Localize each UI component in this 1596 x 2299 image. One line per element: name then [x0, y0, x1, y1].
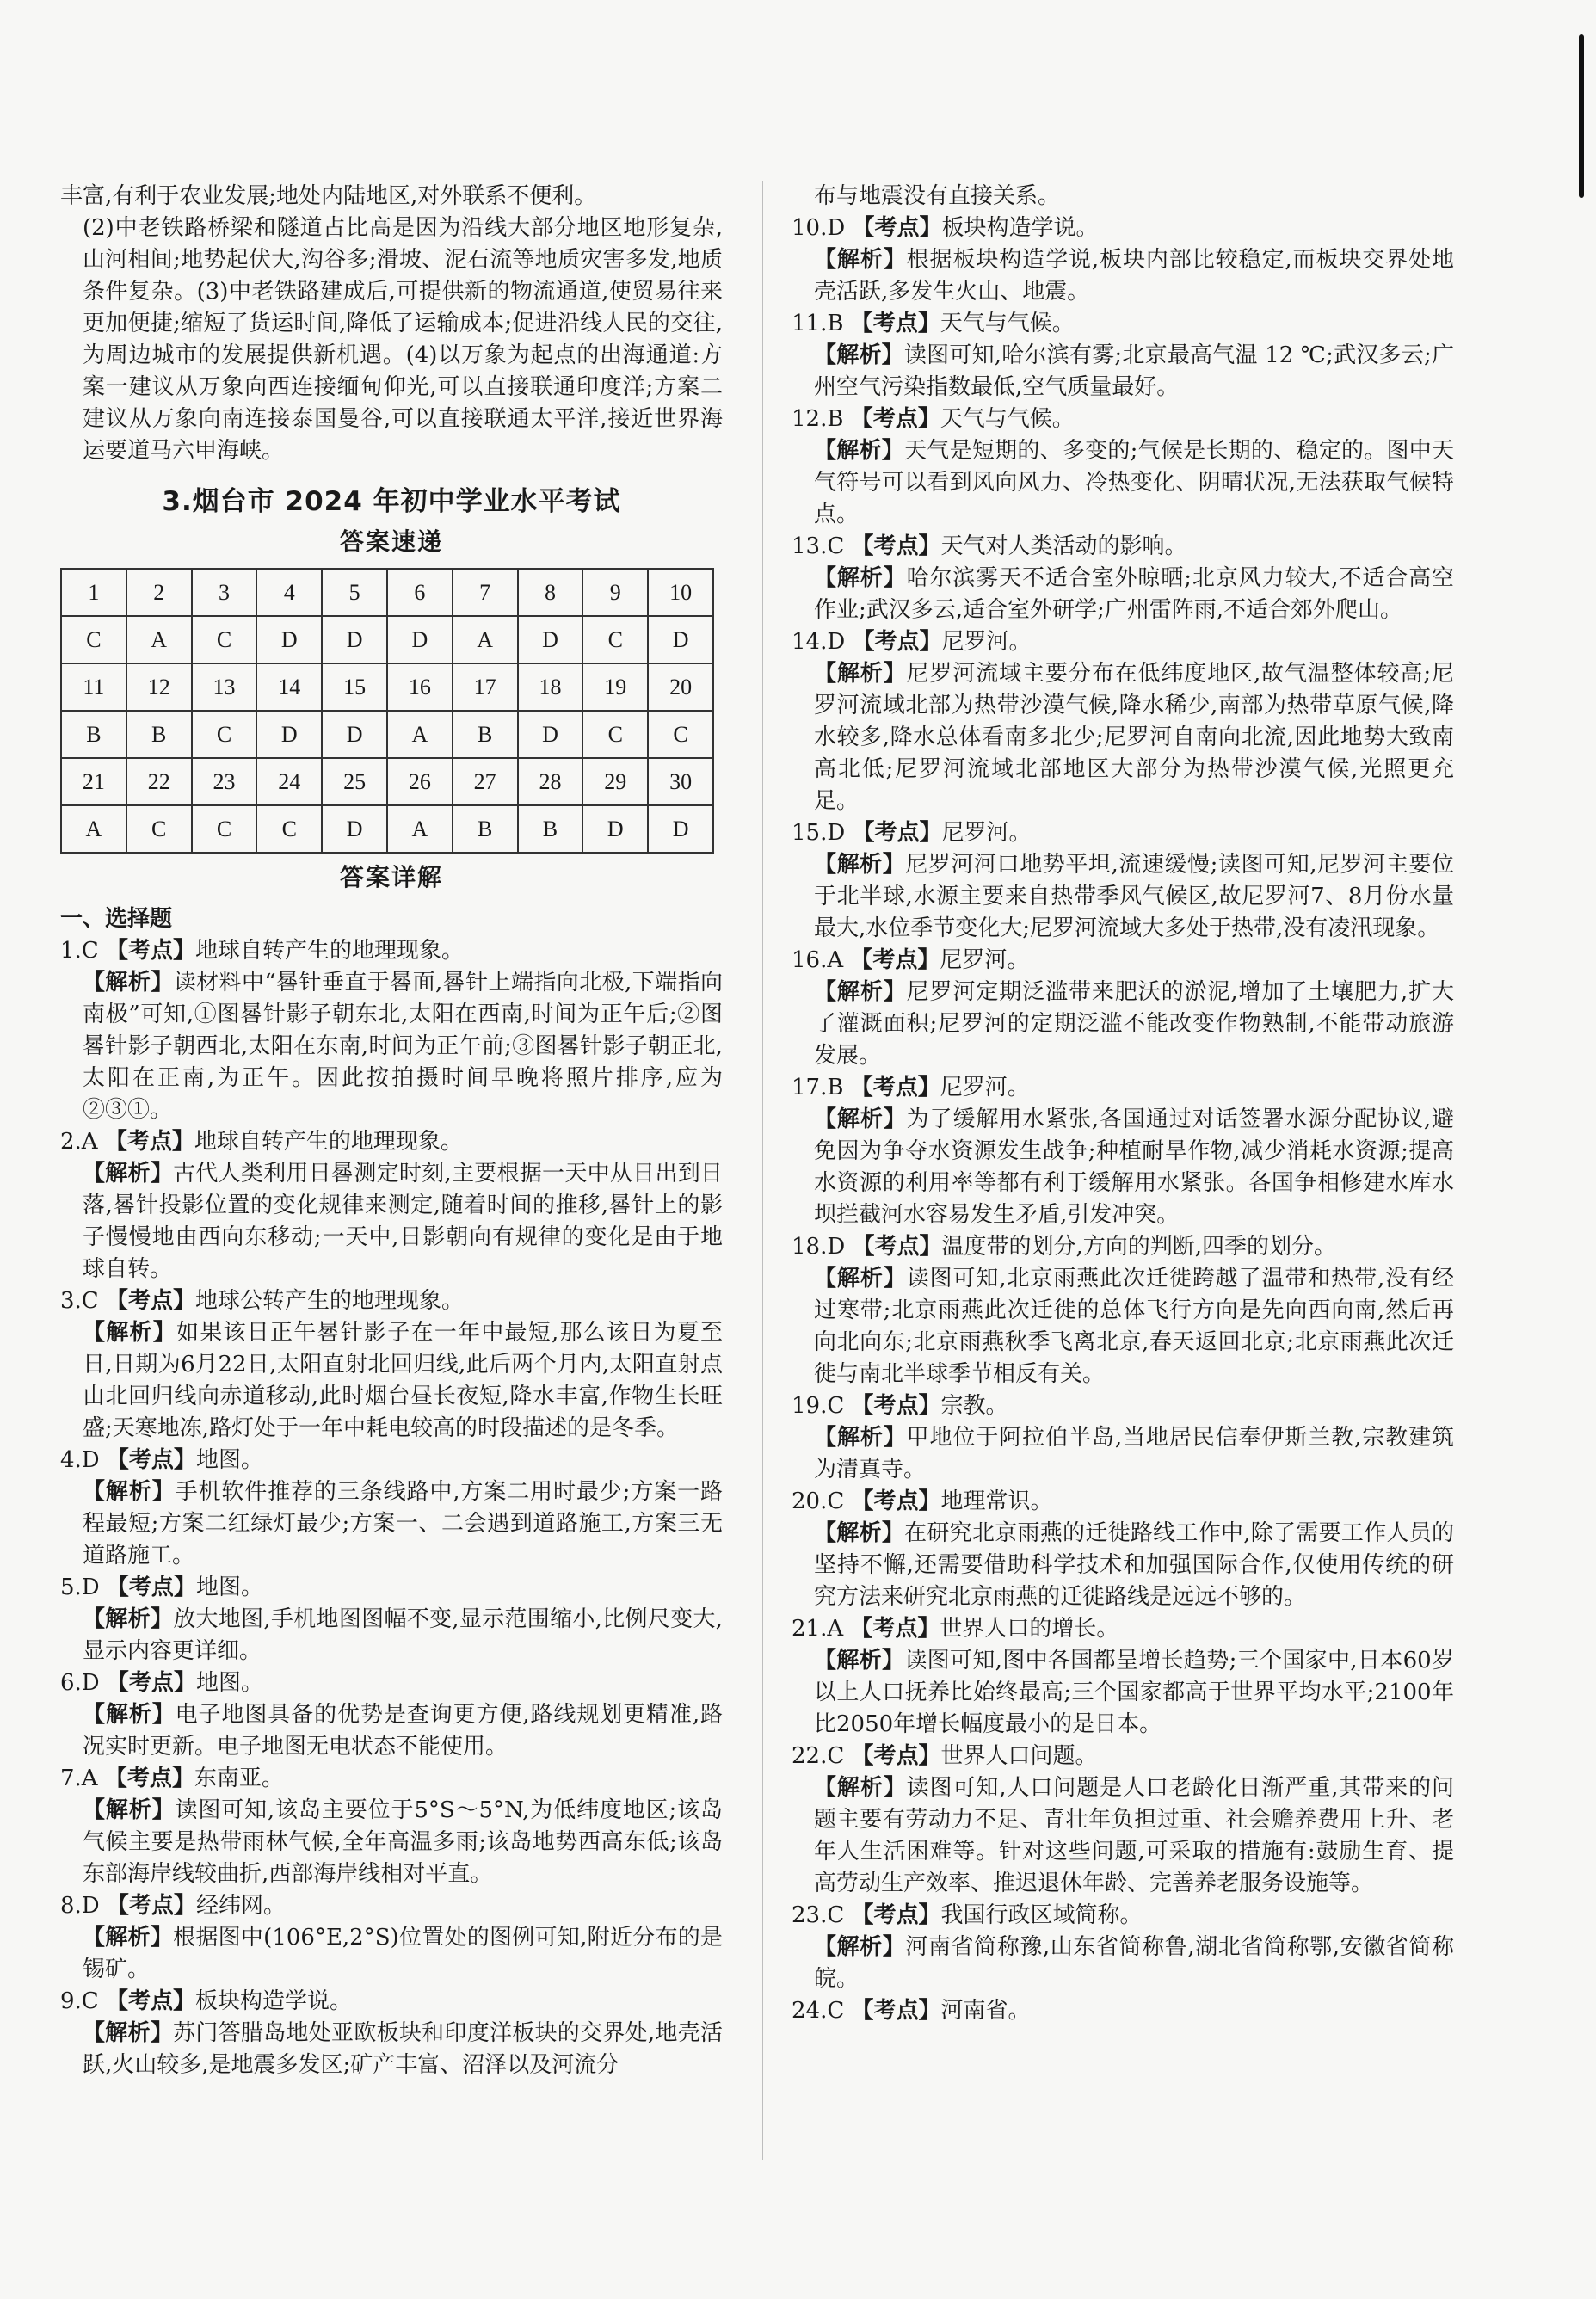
analysis-text: 读图可知,人口问题是人口老龄化日渐严重,其带来的问题主要有劳动力不足、青壮年负担过重、社会赡养费用上升、老年人生活困难等。针对这些问题,可采取的措施有:鼓励生育、提高劳动生产效率、推迟退休年龄、完善养老服务设施等。 [814, 1775, 1454, 1896]
answer-cell: D [387, 616, 453, 663]
answer-cell: C [61, 616, 126, 663]
answer-cell: B [61, 711, 126, 758]
answer-cell: A [387, 711, 453, 758]
answer-item [792, 1486, 1454, 1613]
answer-item [60, 1890, 723, 1986]
question-number: 1.C [60, 938, 99, 964]
right-column [792, 181, 1454, 2027]
answer-item [792, 1741, 1454, 1900]
kaodian-label: 【考点】 [106, 1447, 196, 1473]
answer-cell: C [582, 616, 648, 663]
left-column [60, 181, 723, 2081]
analysis-text: 读图可知,图中各国都呈增长趋势;三个国家中,日本60岁以上人口抚养比始终最高;三个国家都高于世界平均水平;2100年比2050年增长幅度最小的是日本。 [814, 1648, 1454, 1737]
analysis-text: 电子地图具备的优势是查询更方便,路线规划更精准,路况实时更新。电子地图无电状态不能使用。 [83, 1702, 723, 1760]
jiexi-label: 【解析】 [83, 1161, 174, 1186]
question-number: 13.C [792, 533, 845, 559]
kaodian-label: 【考点】 [105, 1988, 195, 2014]
answer-cell: C [192, 616, 257, 663]
question-number: 10.D [792, 215, 846, 241]
kaodian-text: 宗教。 [940, 1393, 1008, 1419]
answer-cell: 30 [648, 758, 713, 805]
answer-key-line [792, 626, 1454, 658]
question-number: 3.C [60, 1288, 99, 1314]
analysis-line [60, 1699, 723, 1763]
answer-cell: D [648, 805, 713, 853]
answer-cell: B [453, 805, 518, 853]
quick-answer-title: 答案速递 [339, 527, 443, 556]
kaodian-text: 天气对人类活动的影响。 [940, 533, 1187, 559]
jiexi-label: 【解析】 [814, 1520, 905, 1546]
jiexi-label: 【解析】 [83, 970, 174, 995]
answer-cell: 12 [126, 663, 192, 711]
question-number: 5.D [60, 1575, 100, 1600]
kaodian-label: 【考点】 [104, 1129, 194, 1155]
answer-number-row [61, 663, 713, 711]
analysis-text: 天气是短期的、多变的;气候是长期的、稳定的。图中天气符号可以看到风向风力、冷热变化、阴晴状况,无法获取气候特点。 [814, 438, 1454, 527]
analysis-text: 根据板块构造学说,板块内部比较稳定,而板块交界处地壳活跃,多发生火山、地震。 [814, 247, 1454, 305]
analysis-line [792, 1104, 1454, 1231]
answer-key-line [792, 308, 1454, 340]
answer-key-line [792, 1995, 1454, 2027]
kaodian-text: 地图。 [195, 1670, 263, 1696]
question-number: 4.D [60, 1447, 100, 1473]
answer-item [60, 1285, 723, 1445]
answer-key-line [60, 1667, 723, 1699]
answer-cell: 2 [126, 569, 192, 616]
answer-cell: A [453, 616, 518, 663]
answer-cell: A [61, 805, 126, 853]
answer-cell: 3 [192, 569, 257, 616]
analysis-text: 放大地图,手机地图图幅不变,显示范围缩小,比例尺变大,显示内容更详细。 [83, 1606, 723, 1664]
jiexi-label: 【解析】 [814, 565, 907, 591]
answer-cell: A [387, 805, 453, 853]
question-number: 14.D [792, 629, 846, 655]
exam-title: 3.烟台市 2024 年初中学业水平考试 [162, 486, 621, 517]
analysis-text: 苏门答腊岛地处亚欧板块和印度洋板块的交界处,地壳活跃,火山较多,是地震多发区;矿产丰富、沼泽以及河流分 [83, 2020, 723, 2078]
question-number: 21.A [792, 1616, 844, 1642]
kaodian-label: 【考点】 [106, 1575, 196, 1600]
answer-cell: 1 [61, 569, 126, 616]
jiexi-label: 【解析】 [83, 1320, 176, 1346]
answer-cell: 11 [61, 663, 126, 711]
analysis-line [792, 563, 1454, 626]
answer-cell: D [648, 616, 713, 663]
analysis-text: 为了缓解用水紧张,各国通过对话签署水源分配协议,避免因为争夺水资源发生战争;种植耐旱作物,减少消耗水资源;提高水资源的利用率等都有利于缓解用水紧张。各国争相修建水库水坝拦截河水容易发生矛盾,引发冲突。 [814, 1106, 1454, 1228]
kaodian-text: 世界人口问题。 [940, 1743, 1098, 1769]
continuation-text: 布与地震没有直接关系。 [814, 183, 1061, 209]
analysis-line [792, 1422, 1454, 1486]
kaodian-label: 【考点】 [850, 947, 940, 973]
analysis-text: 在研究北京雨燕的迁徙路线工作中,除了需要工作人员的坚持不懈,还需要借助科学技术和加强国际合作,仅使用传统的研究方法来研究北京雨燕的迁徙路线是远远不够的。 [814, 1520, 1454, 1610]
kaodian-label: 【考点】 [105, 1288, 195, 1314]
analysis-line [792, 658, 1454, 817]
analysis-line [60, 1158, 723, 1285]
column-divider [762, 181, 763, 2160]
analysis-line [60, 967, 723, 1126]
kaodian-text: 板块构造学说。 [941, 215, 1099, 241]
page-edge-mark [1579, 34, 1584, 198]
answer-cell: 26 [387, 758, 453, 805]
answer-item [60, 1986, 723, 2081]
answer-item [792, 626, 1454, 817]
jiexi-label: 【解析】 [814, 1266, 907, 1291]
right-answer-list [792, 213, 1454, 2027]
answer-item [60, 1667, 723, 1763]
answer-cell: D [322, 616, 387, 663]
kaodian-text: 天气与气候。 [940, 311, 1075, 336]
analysis-text: 尼罗河河口地势平坦,流速缓慢;读图可知,尼罗河主要位于北半球,水源主要来自热带季风气候区,故尼罗河7、8月份水量最大,水位季节变化大;尼罗河流域大多处于热带,没有凌汛现象。 [814, 852, 1454, 941]
analysis-line [792, 435, 1454, 531]
answer-key-line [792, 1900, 1454, 1932]
answer-cell: 7 [453, 569, 518, 616]
kaodian-label: 【考点】 [106, 1893, 196, 1919]
answer-cell: D [256, 616, 322, 663]
jiexi-label: 【解析】 [83, 1606, 174, 1632]
answer-key-line [60, 1763, 723, 1795]
kaodian-text: 地理常识。 [940, 1488, 1053, 1514]
answer-key-line [792, 817, 1454, 849]
jiexi-label: 【解析】 [83, 1925, 174, 1951]
kaodian-label: 【考点】 [851, 1902, 941, 1928]
analysis-text: 读材料中“晷针垂直于晷面,晷针上端指向北极,下端指向南极”可知,①图晷针影子朝东北,太阳在西南,时间为正午后;②图晷针影子朝西北,太阳在东南,时间为正午前;③图晷针影子朝正北,太阳在正南,为正午。因此按拍摄时间早晚将照片排序,应为②③①。 [83, 970, 723, 1123]
question-number: 8.D [60, 1893, 100, 1919]
kaodian-label: 【考点】 [852, 215, 942, 241]
kaodian-label: 【考点】 [851, 1743, 941, 1769]
answer-cell: 6 [387, 569, 453, 616]
kaodian-text: 经纬网。 [195, 1893, 286, 1919]
answer-key-line [60, 1126, 723, 1158]
kaodian-label: 【考点】 [106, 1670, 196, 1696]
kaodian-text: 尼罗河。 [941, 629, 1032, 655]
answer-letter-row [61, 805, 713, 853]
answer-letter-row [61, 616, 713, 663]
answer-cell: D [518, 711, 583, 758]
detail-title: 答案详解 [339, 863, 443, 891]
answer-item [60, 1445, 723, 1572]
kaodian-label: 【考点】 [850, 1075, 940, 1100]
question-number: 7.A [60, 1766, 98, 1791]
answer-cell: D [518, 616, 583, 663]
answer-cell: 18 [518, 663, 583, 711]
kaodian-text: 地球自转产生的地理现象。 [194, 1129, 463, 1155]
answer-key-line [792, 945, 1454, 977]
answer-cell: 19 [582, 663, 648, 711]
answer-cell: 21 [61, 758, 126, 805]
kaodian-label: 【考点】 [105, 938, 195, 964]
answer-cell: 25 [322, 758, 387, 805]
analysis-line [60, 1604, 723, 1667]
jiexi-label: 【解析】 [814, 1425, 907, 1451]
question-number: 11.B [792, 311, 844, 336]
question-number: 2.A [60, 1129, 98, 1155]
jiexi-label: 【解析】 [814, 852, 906, 878]
kaodian-text: 地球自转产生的地理现象。 [194, 938, 464, 964]
kaodian-label: 【考点】 [851, 1998, 941, 2024]
question-number: 24.C [792, 1998, 845, 2024]
answer-key-line [60, 1445, 723, 1476]
kaodian-label: 【考点】 [852, 820, 942, 846]
kaodian-label: 【考点】 [852, 1234, 942, 1260]
answer-cell: 4 [256, 569, 322, 616]
answer-key-line [792, 1390, 1454, 1422]
jiexi-label: 【解析】 [814, 438, 905, 464]
answer-cell: D [322, 805, 387, 853]
kaodian-text: 地图。 [195, 1575, 263, 1600]
analysis-text: 读图可知,该岛主要位于5°S～5°N,为低纬度地区;该岛气候主要是热带雨林气候,全年高温多雨;该岛地势西高东低;该岛东部海岸线较曲折,西部海岸线相对平直。 [83, 1797, 723, 1887]
jiexi-label: 【解析】 [83, 1479, 176, 1505]
answer-item [792, 1900, 1454, 1995]
kaodian-text: 尼罗河。 [940, 947, 1030, 973]
answer-cell: B [126, 711, 192, 758]
jiexi-label: 【解析】 [814, 1106, 907, 1132]
answer-cell: 5 [322, 569, 387, 616]
analysis-line [792, 1772, 1454, 1900]
answer-cell: A [126, 616, 192, 663]
answer-cell: 16 [387, 663, 453, 711]
answer-key-line [792, 1486, 1454, 1518]
answer-cell: D [582, 805, 648, 853]
jiexi-label: 【解析】 [814, 1934, 906, 1960]
kaodian-text: 天气与气候。 [940, 406, 1075, 432]
answer-item [792, 945, 1454, 1072]
kaodian-text: 地球公转产生的地理现象。 [194, 1288, 464, 1314]
answer-key-line [792, 1613, 1454, 1645]
answer-cell: B [453, 711, 518, 758]
answer-key-line [792, 1231, 1454, 1263]
answer-cell: D [256, 711, 322, 758]
answer-cell: 14 [256, 663, 322, 711]
answer-item [792, 531, 1454, 626]
kaodian-text: 尼罗河。 [940, 1075, 1030, 1100]
answer-cell: B [518, 805, 583, 853]
kaodian-label: 【考点】 [852, 629, 942, 655]
answer-key-line [792, 404, 1454, 435]
kaodian-label: 【考点】 [851, 1393, 941, 1419]
analysis-line [60, 1795, 723, 1890]
question-number: 12.B [792, 406, 844, 432]
answer-cell: D [322, 711, 387, 758]
answer-key-line [60, 1890, 723, 1922]
kaodian-label: 【考点】 [850, 1616, 940, 1642]
analysis-line [60, 1922, 723, 1986]
kaodian-text: 东南亚。 [194, 1766, 284, 1791]
kaodian-label: 【考点】 [850, 311, 940, 336]
answer-cell: 15 [322, 663, 387, 711]
analysis-text: 甲地位于阿拉伯半岛,当地居民信奉伊斯兰教,宗教建筑为清真寺。 [814, 1425, 1454, 1482]
answer-key-line [792, 1072, 1454, 1104]
jiexi-label: 【解析】 [814, 661, 907, 687]
answer-item [792, 404, 1454, 531]
intro-line: 丰富,有利于农业发展;地处内陆地区,对外联系不便利。 [60, 183, 597, 209]
kaodian-label: 【考点】 [851, 533, 941, 559]
analysis-text: 如果该日正午晷针影子在一年中最短,那么该日为夏至日,日期为6月22日,太阳直射北回归线,此后两个月内,太阳直射点由北回归线向赤道移动,此时烟台昼长夜短,降水丰富,作物生长旺盛;天寒地冻,路灯处于一年中耗电较高的时段描述的是冬季。 [83, 1320, 723, 1441]
question-number: 20.C [792, 1488, 845, 1514]
question-number: 23.C [792, 1902, 845, 1928]
analysis-line [792, 1518, 1454, 1613]
answer-item [792, 817, 1454, 945]
jiexi-label: 【解析】 [83, 1702, 176, 1728]
answer-item [60, 1572, 723, 1667]
analysis-text: 尼罗河定期泛滥带来肥沃的淤泥,增加了土壤肥力,扩大了灌溉面积;尼罗河的定期泛滥不能改变作物熟制,不能带动旅游发展。 [814, 979, 1454, 1069]
answer-cell: C [648, 711, 713, 758]
question-number: 18.D [792, 1234, 846, 1260]
answer-key-line [60, 1572, 723, 1604]
analysis-text: 河南省简称豫,山东省简称鲁,湖北省简称鄂,安徽省简称皖。 [814, 1934, 1454, 1992]
left-answer-list [60, 935, 723, 2081]
answer-cell: C [192, 805, 257, 853]
kaodian-text: 尼罗河。 [941, 820, 1032, 846]
analysis-line [792, 1645, 1454, 1741]
answer-cell: 9 [582, 569, 648, 616]
kaodian-text: 地图。 [195, 1447, 263, 1473]
answer-cell: C [256, 805, 322, 853]
analysis-line [60, 1317, 723, 1445]
analysis-line [792, 1263, 1454, 1390]
analysis-text: 读图可知,北京雨燕此次迁徙跨越了温带和热带,没有经过寒带;北京雨燕此次迁徙的总体飞行方向是先向西向南,然后再向北向东;北京雨燕秋季飞离北京,春天返回北京;北京雨燕此次迁徙与南北半球季节相反有关。 [814, 1266, 1454, 1387]
jiexi-label: 【解析】 [814, 1648, 905, 1673]
analysis-line [792, 977, 1454, 1072]
intro-answer: (2)中老铁路桥梁和隧道占比高是因为沿线大部分地区地形复杂,山河相间;地势起伏大,沟谷多;滑坡、泥石流等地质灾害多发,地质条件复杂。(3)中老铁路建成后,可提供新的物流通道,使贸易往来更加便捷;缩短了货运时间,降低了运输成本;促进沿线人民的交往,为周边城市的发展提供新机遇。(4)以万象为起点的出海通道:方案一建议从万象向西连接缅甸仰光,可以直接联通印度洋;方案二建议从万象向南连接泰国曼谷,可以直接联通太平洋,接近世界海运要道马六甲海峡。 [83, 215, 723, 464]
kaodian-text: 板块构造学说。 [194, 1988, 352, 2014]
jiexi-label: 【解析】 [83, 1797, 176, 1823]
answer-table [60, 568, 714, 854]
answer-item [792, 308, 1454, 404]
answer-number-row [61, 758, 713, 805]
answer-cell: 8 [518, 569, 583, 616]
answer-item [60, 935, 723, 1126]
answer-cell: C [582, 711, 648, 758]
answer-item [792, 1072, 1454, 1231]
answer-key-line [60, 935, 723, 967]
question-number: 6.D [60, 1670, 100, 1696]
answer-key-line [792, 531, 1454, 563]
question-number: 17.B [792, 1075, 844, 1100]
answer-cell: 20 [648, 663, 713, 711]
answer-cell: 10 [648, 569, 713, 616]
question-number: 22.C [792, 1743, 845, 1769]
kaodian-label: 【考点】 [104, 1766, 194, 1791]
question-number: 19.C [792, 1393, 845, 1419]
answer-item [792, 1231, 1454, 1390]
kaodian-text: 世界人口的增长。 [940, 1616, 1119, 1642]
analysis-line [792, 340, 1454, 404]
answer-item [792, 1613, 1454, 1741]
jiexi-label: 【解析】 [83, 2020, 174, 2046]
answer-item [60, 1763, 723, 1890]
jiexi-label: 【解析】 [814, 1775, 907, 1801]
jiexi-label: 【解析】 [814, 247, 907, 273]
answer-cell: C [192, 711, 257, 758]
analysis-line [792, 1932, 1454, 1995]
answer-key-line [60, 1986, 723, 2018]
answer-cell: 24 [256, 758, 322, 805]
section-title: 一、选择题 [60, 906, 173, 932]
analysis-line [792, 849, 1454, 945]
answer-cell: 23 [192, 758, 257, 805]
answer-item [792, 213, 1454, 308]
answer-item [792, 1390, 1454, 1486]
answer-key-line [792, 213, 1454, 244]
kaodian-text: 我国行政区域简称。 [940, 1902, 1143, 1928]
kaodian-text: 河南省。 [940, 1998, 1031, 2024]
answer-number-row [61, 569, 713, 616]
kaodian-label: 【考点】 [850, 406, 940, 432]
analysis-line [60, 2018, 723, 2081]
analysis-text: 手机软件推荐的三条线路中,方案二用时最少;方案一路程最短;方案二红绿灯最少;方案一、二会遇到道路施工,方案三无道路施工。 [83, 1479, 723, 1569]
question-number: 9.C [60, 1988, 99, 2014]
answer-key-line [792, 1741, 1454, 1772]
jiexi-label: 【解析】 [814, 979, 907, 1005]
kaodian-label: 【考点】 [851, 1488, 941, 1514]
answer-item [792, 1995, 1454, 2027]
jiexi-label: 【解析】 [814, 342, 904, 368]
answer-cell: 17 [453, 663, 518, 711]
answer-cell: 22 [126, 758, 192, 805]
answer-cell: 28 [518, 758, 583, 805]
analysis-text: 读图可知,哈尔滨有雾;北京最高气温 12 ℃;武汉多云;广州空气污染指数最低,空气质量最好。 [814, 342, 1454, 400]
answer-cell: 29 [582, 758, 648, 805]
analysis-line [792, 244, 1454, 308]
answer-cell: 27 [453, 758, 518, 805]
analysis-text: 尼罗河流域主要分布在低纬度地区,故气温整体较高;尼罗河流域北部为热带沙漠气候,降水稀少,南部为热带草原气候,降水较多,降水总体看南多北少;尼罗河自南向北流,因此地势大致南高北低;尼罗河流域北部地区大部分为热带沙漠气候,光照更充足。 [814, 661, 1454, 814]
analysis-text: 古代人类利用日晷测定时刻,主要根据一天中从日出到日落,晷针投影位置的变化规律来测定,随着时间的推移,晷针上的影子慢慢地由西向东移动;一天中,日影朝向有规律的变化是由于地球自转。 [83, 1161, 723, 1282]
answer-key-line [60, 1285, 723, 1317]
analysis-text: 根据图中(106°E,2°S)位置处的图例可知,附近分布的是锡矿。 [83, 1925, 723, 1982]
answer-cell: C [126, 805, 192, 853]
answer-letter-row [61, 711, 713, 758]
question-number: 16.A [792, 947, 844, 973]
analysis-text: 哈尔滨雾天不适合室外晾晒;北京风力较大,不适合高空作业;武汉多云,适合室外研学;广州雷阵雨,不适合郊外爬山。 [814, 565, 1454, 623]
question-number: 15.D [792, 820, 846, 846]
answer-item [60, 1126, 723, 1285]
answer-cell: 13 [192, 663, 257, 711]
analysis-line [60, 1476, 723, 1572]
kaodian-text: 温度带的划分,方向的判断,四季的划分。 [941, 1234, 1337, 1260]
